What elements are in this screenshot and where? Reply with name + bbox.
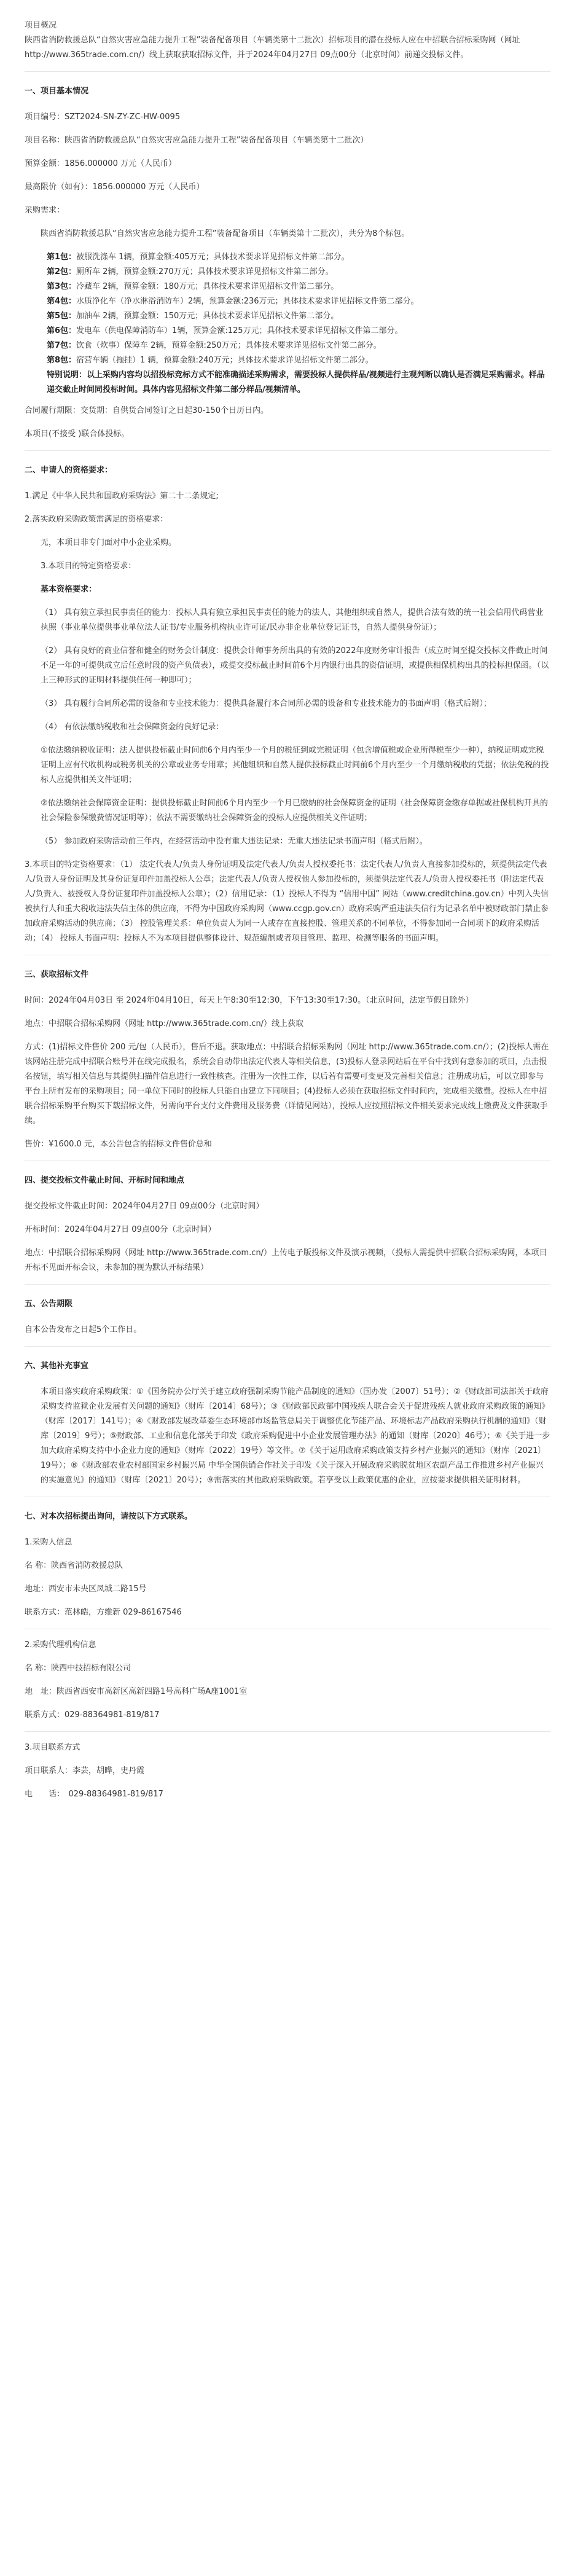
agency-address: 地 址：陕西省西安市高新区高新四路1号高科广场A座1001室	[25, 1687, 248, 1696]
divider	[25, 71, 550, 72]
budget-amount: 预算金额：1856.000000 万元（人民币）	[25, 159, 176, 168]
package-list	[25, 250, 550, 368]
package-item	[25, 339, 550, 353]
submission-deadline: 提交投标文件截止时间：2024年04月27日 09点00分（北京时间）	[25, 1202, 264, 1211]
package-text: 发电车（供电保障消防车）1辆，预算金额:125万元；具体技术要求详见招标文件第二部分。	[76, 326, 403, 335]
section-title-basic-info: 一、项目基本情况	[25, 87, 89, 96]
package-label: 第7包：	[47, 341, 77, 350]
divider	[25, 1346, 550, 1347]
package-item	[25, 294, 550, 309]
obtain-documents-section	[25, 968, 550, 1152]
overview-title: 项目概况	[25, 21, 57, 30]
overview-section	[25, 18, 550, 63]
max-price: 最高限价（如有）：1856.000000 万元（人民币）	[25, 182, 205, 192]
package-item	[25, 309, 550, 324]
qualification-item-2a: 无，本项目非专门面对中小企业采购。	[41, 538, 177, 547]
overview-text: 陕西省消防救援总队“自然灾害应急能力提升工程”装备配备项目（车辆类第十二批次）招标项目的潜在投标人应在中招联合招标采购网（网址 http://www.365trade.com.cn/）线上获取获取招标文件，并于2024年04月27日 09点00分（北京时间）前递交投标文件。	[25, 36, 520, 60]
purchaser-name: 名 称：陕西省消防救援总队	[25, 1561, 123, 1570]
opening-time: 开标时间：2024年04月27日 09点00分（北京时间）	[25, 1225, 216, 1234]
section-title-supplement: 六、其他补充事宜	[25, 1361, 89, 1371]
qualification-q4b: ②依法缴纳社会保障资金证明：提供投标截止时间前6个月内至少一个月已缴纳的社会保障资金的证明（社会保障资金缴存单据或社保机构开具的社会保险参保缴费情况证明等）；依法不需要缴纳社会保障资金的投标人应提供相关文件证明；	[41, 799, 548, 823]
qualification-item-2: 2.落实政府采购政策需满足的资格要求：	[25, 515, 168, 524]
obtain-method: 方式：(1)招标文件售价 200 元/包（人民币），售后不退。获取地点：中招联合招标采购网（网址 http://www.365trade.com.cn/）；(2)投标人需在该网站注册完成中招联合账号并在线完成报名，系统会自动带出法定代表人等相关信息，(3)投标人登录网站后在平台中找到有意参加的项目，点击报名按钮，填写相关信息与其提供扫描件信息进行一致性核查。注册为一次性工作，以后若有需要可变更及完善相关信息；注册成功后，可以立即参与平台上所有发布的采购项目；同一单位下同时的投标人只能自由建立下同项目；(4)投标人必须在获取招标文件时间内，完成相关缴费。投标人在中招联合招标采购平台购买下载招标文件，另需向平台支付文件费用及服务费（详情见网站），投标人应按照招标文件相关要求完成线上缴费及文件获取手续。	[25, 1043, 549, 1126]
package-item	[25, 265, 550, 280]
package-text: 水质净化车（净水淋浴消防车）2辆，预算金额:236万元；具体技术要求详见招标文件第二部分。	[76, 297, 419, 306]
basic-info-section	[25, 84, 550, 442]
section-title-obtain: 三、获取招标文件	[25, 970, 89, 979]
qualification-q2: （2） 具有良好的商业信誉和健全的财务会计制度：提供会计师事务所出具的有效的2022年度财务审计报告（成立时间至提交投标文件截止时间不足一年的可提供成立后任意时段的资产负债表），或提交投标截止时间前6个月内银行出具的资信证明，或提供相保机构出具的投标担保函。（以上三种形式的证明材料提供任何一种即可）；	[41, 646, 549, 685]
obtain-time: 时间：2024年04月03日 至 2024年04月10日，每天上午8:30至12:30，下午13:30至17:30。（北京时间，法定节假日除外）	[25, 996, 474, 1005]
package-text: 饮食（炊事）保障车 2辆，预算金额:250万元；具体技术要求详见招标文件第二部分。	[76, 341, 381, 350]
agency-contact: 联系方式：029-88364981-819/817	[25, 1710, 160, 1720]
period-section	[25, 1297, 550, 1337]
qualification-q3: （3） 具有履行合同所必需的设备和专业技术能力：提供具备履行本合同所必需的设备和专业技术能力的书面声明（格式后附）；	[41, 699, 491, 708]
basic-qualification-title: 基本资格要求：	[41, 585, 97, 594]
supplement-section	[25, 1359, 550, 1488]
supplement-text: 本项目落实政府采购政策：①《国务院办公厅关于建立政府强制采购节能产品制度的通知》（国办发〔2007〕51号）；②《财政部司法部关于政府采购支持监狱企业发展有关问题的通知》（财库〔2014〕68号）；③《财政部民政部中国残疾人联合会关于促进残疾人就业政府采购政策的通知》（财库〔2017〕141号）；④《财政部发展改革委生态环境部市场监管总局关于调整优化节能产品、环境标志产品政府采购执行机制的通知》（财库〔2019〕9号）；⑤财政部、工业和信息化部关于印发《政府采购促进中小企业发展管理办法》的通知（财库〔2020〕46号）；⑥《关于进一步加大政府采购支持中小企业力度的通知》（财库〔2022〕19号）等文件。⑦《关于运用政府采购政策支持乡村产业振兴的通知》（财库〔2021〕19号）；⑧《财政部农业农村部国家乡村振兴局 中华全国供销合作社关于印发《关于深入开展政府采购脱贫地区农副产品工作推进乡村产业振兴的实施意见》的通知》（财库〔2021〕20号）；⑨需落实的其他政府采购政策。若享受以上政策优惠的企业，应按要求提供相关证明材料。	[41, 1387, 550, 1485]
period-text: 自本公告发布之日起5个工作日。	[25, 1325, 142, 1334]
requirement-title: 采购需求：	[25, 206, 65, 215]
package-text: 冷藏车 2辆，预算金额：180万元；具体技术要求详见招标文件第二部分。	[76, 282, 339, 291]
qualification-q5: （5） 参加政府采购活动前三年内，在经营活动中没有重大违法记录：无重大违法记录书面声明（格式后附）。	[41, 837, 428, 846]
qualification-item-1: 1.满足《中华人民共和国政府采购法》第二十二条规定;	[25, 491, 219, 501]
section-title-qualification: 二、申请人的资格要求：	[25, 466, 113, 475]
package-text: 宿营车辆（拖挂）1 辆，预算金额:240万元；具体技术要求详见招标文件第二部分。	[76, 356, 374, 365]
contract-term: 合同履行期限：交货期：自供货合同签订之日起30-150个日历日内。	[25, 406, 269, 415]
project-name: 项目名称：陕西省消防救援总队“自然灾害应急能力提升工程”装备配备项目（车辆类第十二批次）	[25, 136, 369, 145]
package-item	[25, 353, 550, 368]
divider	[25, 1284, 550, 1285]
project-number: 项目编号：SZT2024-SN-ZY-ZC-HW-0095	[25, 112, 181, 122]
package-item	[25, 280, 550, 294]
consortium-note: 本项目(不接受 )联合体投标。	[25, 429, 130, 439]
section-title-period: 五、公告期限	[25, 1299, 73, 1309]
requirement-text: 陕西省消防救援总队“自然灾害应急能力提升工程”装备配备项目（车辆类第十二批次），共分为8个标包。	[41, 229, 410, 238]
agency-name: 名 称：陕西中技招标有限公司	[25, 1664, 131, 1673]
package-item	[25, 324, 550, 339]
document-price: 售价：¥1600.0 元，本公告包含的招标文件售价总和	[25, 1140, 212, 1149]
qualification-section	[25, 463, 550, 946]
package-label: 第6包：	[47, 326, 77, 335]
qualification-q4a: ①依法缴纳税收证明：法人提供投标截止时间前6个月内至少一个月的税征到或完税证明（包含增值税或企业所得税至少一种），纳税证明或完税证明上应有代收机构或税务机关的公章或业务专用章；其他组织和自然人提供投标截止时间前6个月内至少一个月缴纳税收的凭据；依法免税的投标人应提供相关文件证明；	[41, 746, 549, 785]
opening-place: 地点：中招联合招标采购网（网址 http://www.365trade.com.cn/）上传电子版投标文件及演示视频，（投标人需提供中招联合招标采购网，本项目开标不见面开标会议，未参加的视为默认开标结果）	[25, 1248, 547, 1272]
package-label: 第8包：	[47, 356, 77, 365]
qualification-item-3: 3.本项目的特定资格要求：	[41, 562, 136, 571]
package-label: 第2包：	[47, 267, 77, 276]
qualification-q4: （4） 有依法缴纳税收和社会保障资金的良好记录：	[41, 722, 224, 732]
project-contact-person: 项目联系人：李芸，胡晔，史丹霞	[25, 1766, 145, 1775]
contact-section	[25, 1509, 550, 1802]
purchaser-contact: 联系方式：范林皓，方维新 029-86167546	[25, 1608, 182, 1617]
package-label: 第5包：	[47, 311, 77, 321]
package-text: 加油车 2辆，预算金额：150万元；具体技术要求详见招标文件第二部分。	[76, 311, 339, 321]
purchaser-title: 1.采购人信息	[25, 1538, 72, 1547]
divider	[25, 1731, 550, 1732]
project-contact-title: 3.项目联系方式	[25, 1743, 80, 1752]
agency-title: 2.采购代理机构信息	[25, 1640, 96, 1650]
obtain-place: 地点：中招联合招标采购网（网址 http://www.365trade.com.cn/）线上获取	[25, 1019, 304, 1028]
purchaser-address: 地址：西安市未央区凤城二路15号	[25, 1584, 147, 1594]
package-text: 厕所车 2辆，预算金额:270万元；具体技术要求详见招标文件第二部分。	[76, 267, 334, 276]
section-title-deadline: 四、提交投标文件截止时间、开标时间和地点	[25, 1176, 185, 1185]
package-label: 第4包：	[47, 297, 77, 306]
deadline-section	[25, 1173, 550, 1275]
qualification-q1: （1） 具有独立承担民事责任的能力：投标人具有独立承担民事责任的能力的法人、其他组织或自然人，提供合法有效的统一社会信用代码营业执照（事业单位提供事业单位法人证书/专业服务机构执业许可证/民办非企业单位登记证书，自然人提供身份证）；	[41, 608, 544, 632]
package-text: 被服洗涤车 1辆，预算金额:405万元；具体技术要求详见招标文件第二部分。	[76, 253, 350, 262]
special-qualification: 3.本项目的特定资格要求：（1） 法定代表人/负责人身份证明及法定代表人/负责人授权委托书：法定代表人/负责人直接参加投标的，须提供法定代表人/负责人身份证明及其身份证复印件加盖投标人公章；法定代表人/负责人授权他人参加投标的，须提供法定代表人/负责人授权委托书（附法定代表人/负责人、被授权人身份证复印件加盖投标人公章）；（2）信用记录：（1）投标人不得为 “信用中国” 网站（www.creditchina.gov.cn）中列入失信被执行人和重大税收违法失信主体的供应商，不得为中国政府采购网（www.ccgp.gov.cn）政府采购严重违法失信行为记录名单中被财政部门禁止参加政府采购活动的供应商；（3） 控股管理关系：单位负责人为同一人或存在直接控股、管理关系的不同单位，不得参加同一合同项下的政府采购活动；（4） 投标人书面声明：投标人不为本项目提供整体设计、规范编制或者项目管理、监理、检测等服务的书面声明。	[25, 860, 549, 943]
divider	[25, 450, 550, 451]
project-contact-phone: 电 话： 029-88364981-819/817	[25, 1790, 163, 1799]
section-title-contact: 七、对本次招标提出询问，请按以下方式联系。	[25, 1512, 193, 1521]
package-label: 第3包：	[47, 282, 77, 291]
special-note: 特别说明：以上采购内容均以招投标竞标方式不能准确描述采购需求，需要投标人提供样品/视频进行主观判断以确认是否满足采购需求。样品递交截止时间同投标时间。具体内容见招标文件第二部分样品/视频清单。	[47, 370, 545, 394]
package-item	[25, 250, 550, 265]
package-label: 第1包：	[47, 253, 77, 262]
